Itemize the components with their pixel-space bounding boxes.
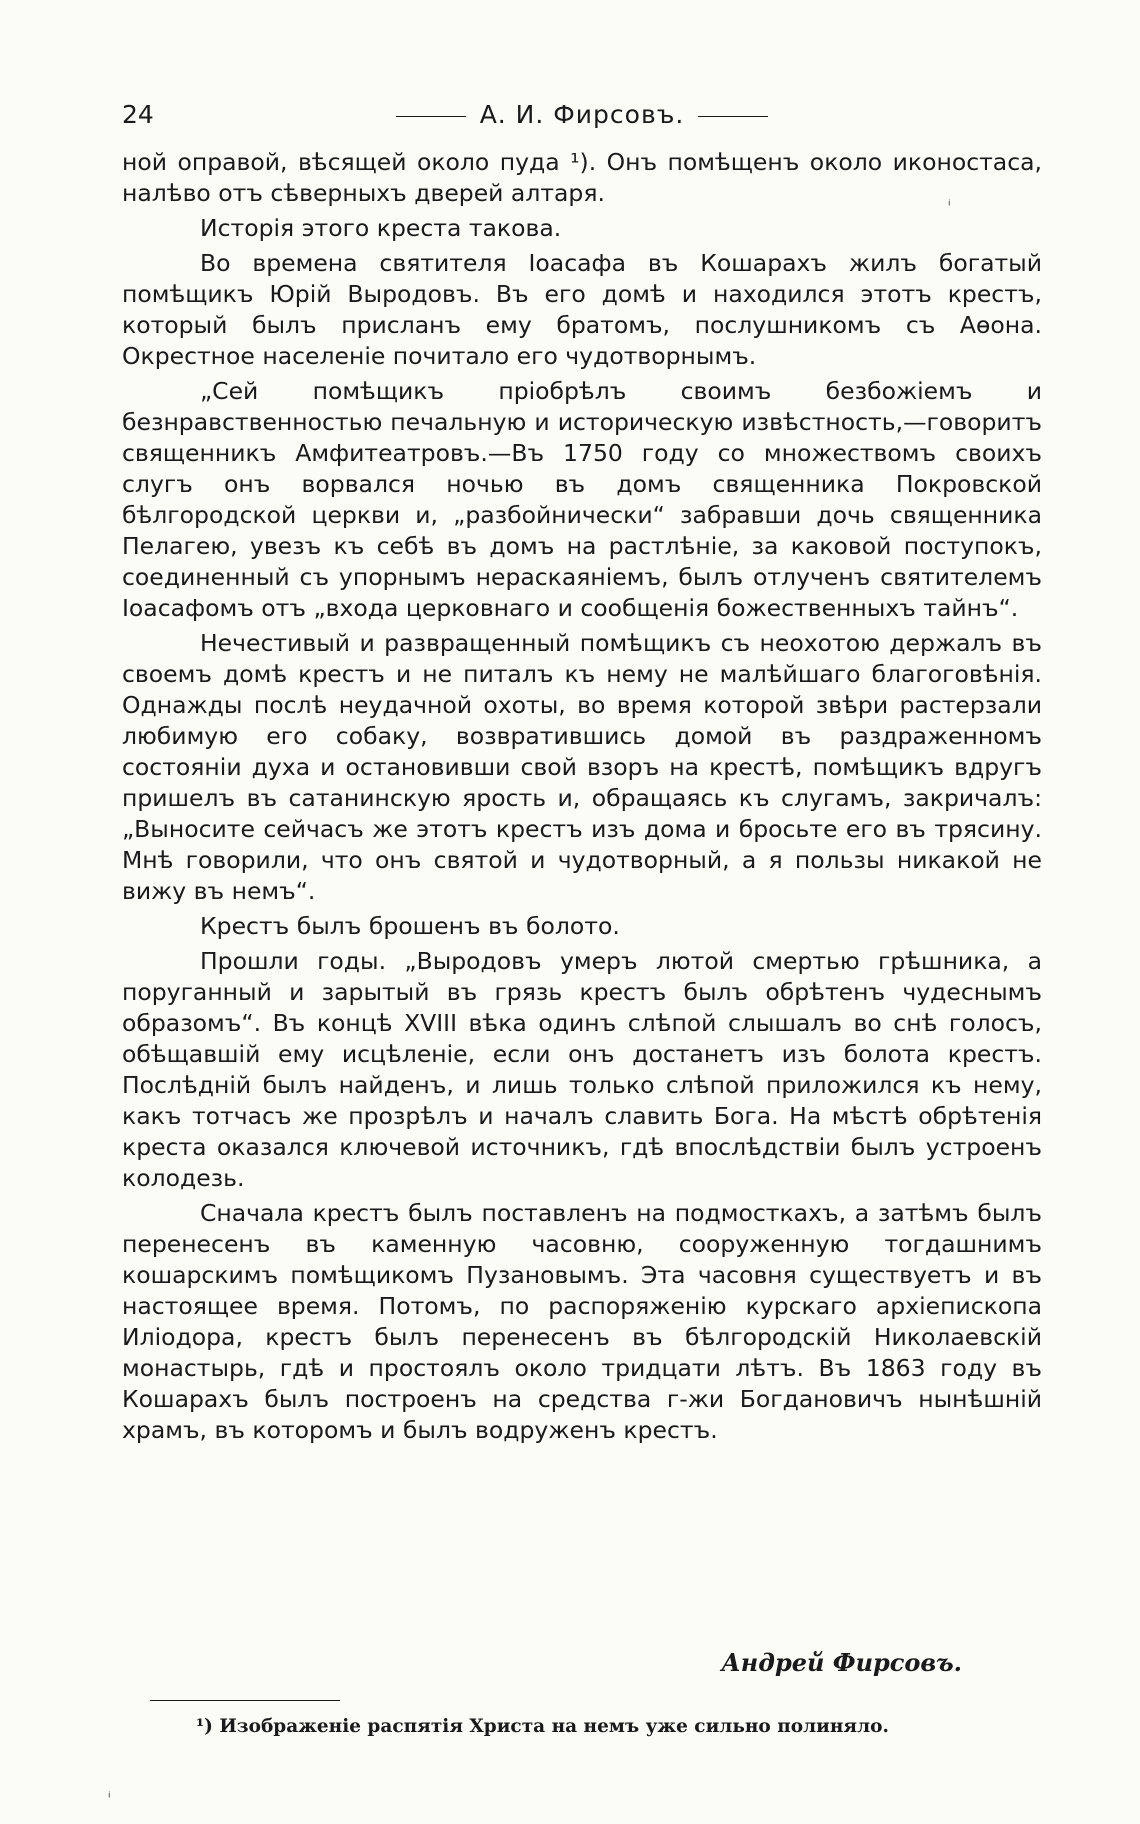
- paragraph-continuation: ной оправой, вѣсящей около пуда ¹). Онъ помѣщенъ около иконостаса, налѣво отъ сѣверныхъ дверей алтаря.: [122, 148, 1042, 207]
- running-head: [362, 100, 802, 129]
- footnote: [196, 1714, 956, 1740]
- right-rule: [698, 116, 768, 117]
- page-number: 24: [122, 100, 154, 129]
- print-speck: ⁱ: [948, 198, 951, 214]
- paragraph: Прошли годы. „Выродовъ умеръ лютой смертью грѣшника, а поруганный и зарытый въ грязь крестъ былъ обрѣтенъ чудеснымъ образомъ“. Въ концѣ XVIII вѣка одинъ слѣпой слышалъ во снѣ голосъ, обѣщавшій ему исцѣленіе, если онъ достанетъ изъ болота крестъ. Послѣдній былъ найденъ, и лишь только слѣпой приложился къ нему, какъ тотчасъ же прозрѣлъ и началъ славить Бога. На мѣстѣ обрѣтенія креста оказался ключевой источникъ, гдѣ впослѣдствіи былъ устроенъ колодезь.: [122, 947, 1042, 1192]
- print-speck: ⁱ: [108, 1790, 111, 1806]
- page-header: [122, 100, 1042, 134]
- paragraph: Исторія этого креста такова.: [200, 214, 562, 242]
- left-rule: [396, 116, 466, 117]
- footnote-divider: [150, 1700, 340, 1701]
- paragraph-quote: „Сей помѣщикъ пріобрѣлъ своимъ безбожіемъ и безнравственностью печальную и историческую извѣстность,—говоритъ священникъ Амфитеатровъ.—Въ 1750 году со множествомъ своихъ слугъ онъ ворвался ночью въ домъ священника Покровской бѣлгородской церкви и, „разбойнически“ забравши дочь священника Пелагею, увезъ къ себѣ въ домъ на растлѣніе, за каковой поступокъ, соединенный съ упорнымъ нераскаяніемъ, былъ отлученъ святителемъ Іоасафомъ отъ „входа церковнаго и сообщенія божественныхъ тайнъ“.: [122, 377, 1042, 622]
- footnote-marker: ¹): [196, 1716, 213, 1737]
- running-head-title: А. И. Фирсовъ.: [479, 100, 685, 129]
- footnote-text: Изображеніе распятія Христа на немъ уже сильно полиняло.: [219, 1716, 889, 1737]
- body-text: [122, 147, 1042, 1446]
- paragraph: Во времена святителя Іоасафа въ Кошарахъ жилъ богатый помѣщикъ Юрій Выродовъ. Въ его домѣ и находился этотъ крестъ, который былъ присланъ ему братомъ, послушникомъ съ Аѳона. Окрестное населеніе почитало его чудотворнымъ.: [122, 249, 1042, 370]
- paragraph: Крестъ былъ брошенъ въ болото.: [200, 912, 620, 940]
- paragraph: Нечестивый и развращенный помѣщикъ съ неохотою держалъ въ своемъ домѣ крестъ и не питалъ къ нему не малѣйшаго благоговѣнія. Однажды послѣ неудачной охоты, во время которой звѣри растерзали любимую его собаку, возвратившись домой въ раздраженномъ состояніи духа и остановивши свой взоръ на крестѣ, помѣщикъ вдругъ пришелъ въ сатанинскую ярость и, обращаясь къ слугамъ, закричалъ: „Выносите сейчасъ же этотъ крестъ изъ дома и бросьте его въ трясину. Мнѣ говорили, что онъ святой и чудотворный, а я пользы никакой не вижу въ немъ“.: [122, 629, 1042, 905]
- author-signature: Андрей Фирсовъ.: [721, 1648, 962, 1677]
- paragraph: Сначала крестъ былъ поставленъ на подмосткахъ, а затѣмъ былъ перенесенъ въ каменную часовню, сооруженную тогдашнимъ кошарскимъ помѣщикомъ Пузановымъ. Эта часовня существуетъ и въ настоящее время. Потомъ, по распоряженію курскаго архіепископа Иліодора, крестъ былъ перенесенъ въ бѣлгородскій Николаевскій монастырь, гдѣ и простоялъ около тридцати лѣтъ. Въ 1863 году въ Кошарахъ былъ построенъ на средства г-жи Богдановичъ нынѣшній храмъ, въ которомъ и былъ водруженъ крестъ.: [122, 1199, 1042, 1444]
